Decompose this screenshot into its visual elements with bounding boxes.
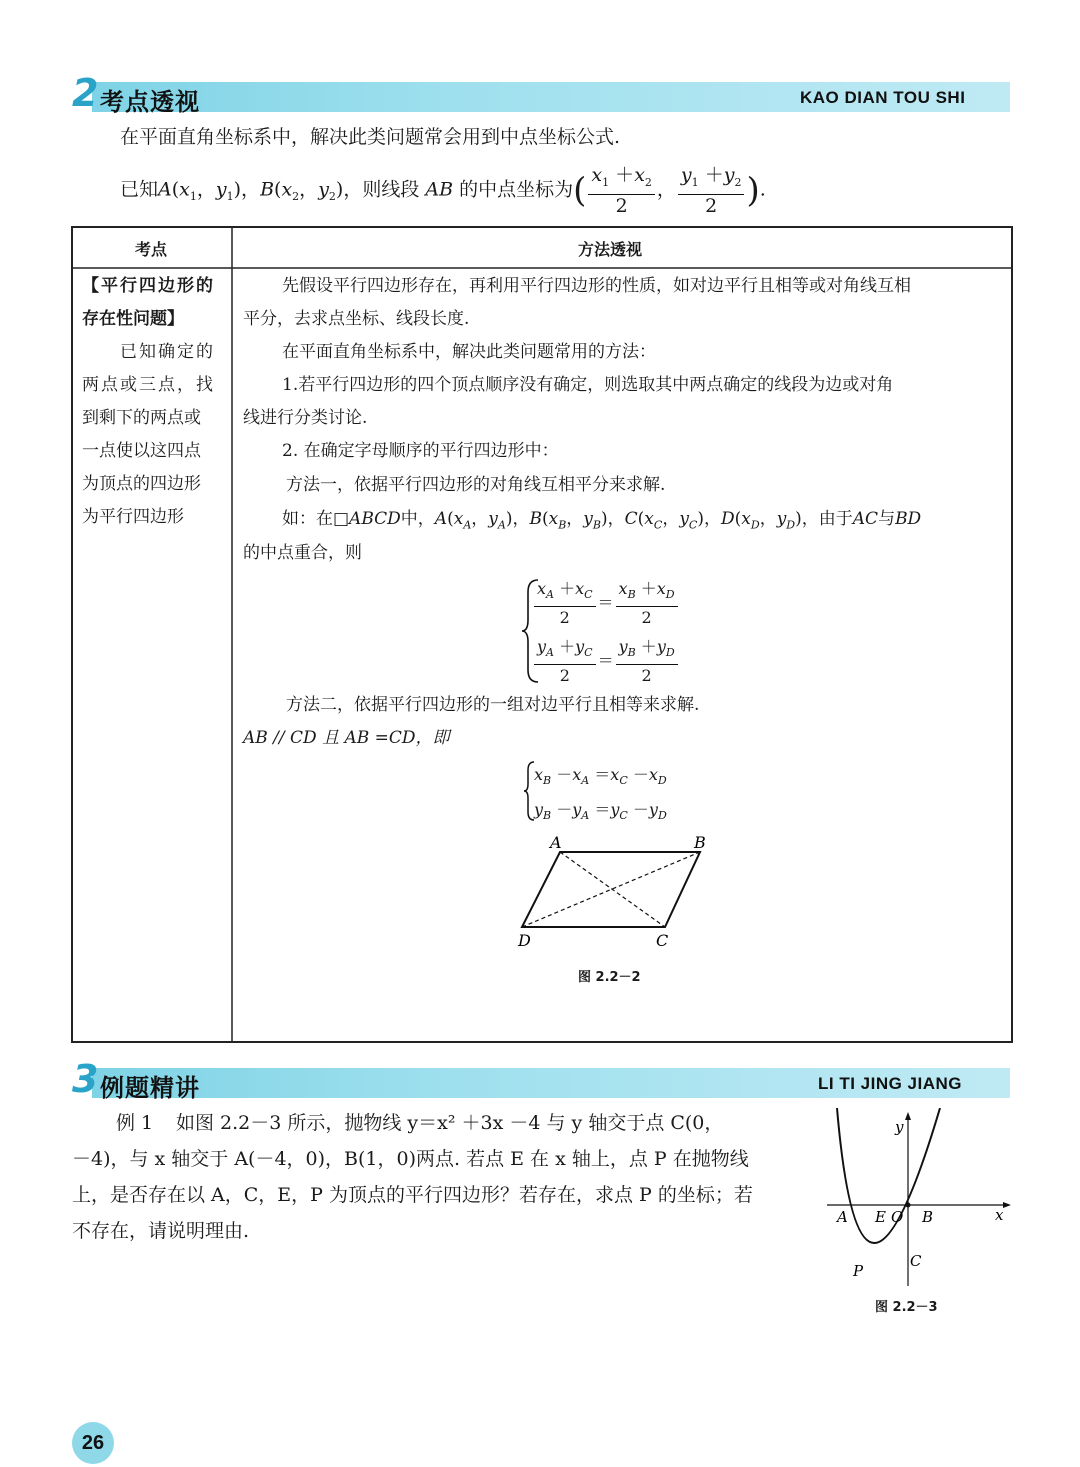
point-label-e: E xyxy=(875,1208,886,1226)
point-label-a: A xyxy=(837,1208,848,1226)
vertex-label-b: B xyxy=(694,833,706,852)
method-two-line: 方法二，依据平行四边形的一组对边平行且相等来求解. xyxy=(286,695,700,715)
right-line: 线进行分类讨论. xyxy=(243,408,368,428)
section-english-title: KAO DIAN TOU SHI xyxy=(800,88,966,107)
parabola-figure xyxy=(825,1108,1015,1288)
left-line: 两点或三点，找 xyxy=(82,375,215,395)
vertex-label-a: A xyxy=(550,833,562,852)
vertex-label-d: D xyxy=(518,931,531,950)
example-line: －4)，与 x 轴交于 A(－4，0)，B(1，0)两点. 若点 E 在 x 轴上，点 P 在抛物线 xyxy=(72,1148,749,1170)
right-line: 2. 在确定字母顺序的平行四边形中： xyxy=(282,441,559,461)
vertex-label-c: C xyxy=(656,931,669,950)
left-line: 到剩下的两点或 xyxy=(82,408,201,428)
section-title: 考点透视 xyxy=(100,88,200,116)
formula-prefix: 已知 xyxy=(120,178,159,201)
equation-x-midpoint: $\frac{x_A +x_C}{2}$ ＝ $\frac{x_B +x_D}{2}$ xyxy=(532,578,680,629)
table-header-method: 方法透视 xyxy=(578,240,643,259)
section-title: 例题精讲 xyxy=(100,1074,200,1102)
page-number: 26 xyxy=(72,1422,114,1464)
ab-parallel-cd-line: AB // CD 且 AB =CD，即 xyxy=(243,728,450,748)
right-line: 平分，去求点坐标、线段长度. xyxy=(243,309,470,329)
left-line: 已知确定的 xyxy=(120,342,215,362)
right-line: 方法一，依据平行四边形的对角线互相平分来求解. xyxy=(286,475,666,495)
section-number: 3 xyxy=(72,1057,99,1101)
left-title-line-2: 存在性问题】 xyxy=(82,309,184,329)
table-header-kaodian: 考点 xyxy=(135,240,168,259)
intro-text: 在平面直角坐标系中，解决此类问题常会用到中点坐标公式. xyxy=(120,126,621,148)
parallelogram-figure xyxy=(510,832,720,952)
equation-y-difference: $y_B -y_A =y_C -y_D$ xyxy=(534,800,667,823)
point-label-b: B xyxy=(922,1208,934,1226)
example-line: 不存在，请说明理由. xyxy=(72,1220,250,1242)
formula-mid: ，则线段 xyxy=(343,178,420,201)
left-line: 一点使以这四点 xyxy=(82,441,201,461)
axis-label-x: x xyxy=(995,1206,1004,1224)
figure-caption-2-2-3: 图 2.2－3 xyxy=(875,1300,938,1315)
point-label-c: C xyxy=(910,1252,922,1270)
left-title-line-1: 【平行四边形的 xyxy=(82,276,215,296)
right-line: 1.若平行四边形的四个顶点顺序没有确定，则选取其中两点确定的线段为边或对角 xyxy=(282,375,894,395)
parallelogram-abcd: □ABCD xyxy=(333,509,401,529)
right-line: 在平面直角坐标系中，解决此类问题常用的方法： xyxy=(282,342,656,362)
left-line: 为顶点的四边形 xyxy=(82,474,201,494)
point-label-o: O xyxy=(891,1208,904,1226)
section-number: 2 xyxy=(72,71,99,115)
example-line: 如图 2.2－3 所示，抛物线 y＝x² ＋3x －4 与 y 轴交于点 C(0， xyxy=(176,1112,724,1134)
midpoint-formula: 已知$A(x_1$，$y_1$)，$B(x_2$，$y_2$)，则线段 AB 的中点坐标为( $\frac{x_1 +x_2}{2}$ ， $\frac{y_1 +y_2}{2}$ ). xyxy=(120,164,766,217)
example-parallelogram-line: 如：在□ABCD中，$A(x_A$，$y_A$)，$B(x_B$，$y_B$)，$C(x_C$，$y_C$)，$D(x_D$，$y_D$)，由于AC与BD xyxy=(282,509,922,532)
section-english-title: LI TI JING JIANG xyxy=(818,1074,963,1093)
equation-x-difference: $x_B -x_A =x_C -x_D$ xyxy=(534,765,667,788)
equation-y-midpoint: $\frac{y_A +y_C}{2}$ ＝ $\frac{y_B +y_D}{2}$ xyxy=(532,636,680,687)
point-label-p: P xyxy=(853,1262,864,1280)
right-line: 先假设平行四边形存在，再利用平行四边形的性质，如对边平行且相等或对角线互相 xyxy=(282,276,911,296)
formula-suffix: 的中点坐标为 xyxy=(459,178,574,201)
formula-ab: AB xyxy=(425,178,454,201)
figure-caption-2-2-2: 图 2.2－2 xyxy=(578,970,641,985)
example-label: 例 1 xyxy=(116,1112,154,1134)
example-line: 上，是否存在以 A，C，E，P 为顶点的平行四边形？若存在，求点 P 的坐标；若 xyxy=(72,1184,753,1206)
left-line: 为平行四边形 xyxy=(82,507,184,527)
midpoint-coincide-line: 的中点重合，则 xyxy=(243,543,362,563)
axis-label-y: y xyxy=(895,1118,904,1136)
